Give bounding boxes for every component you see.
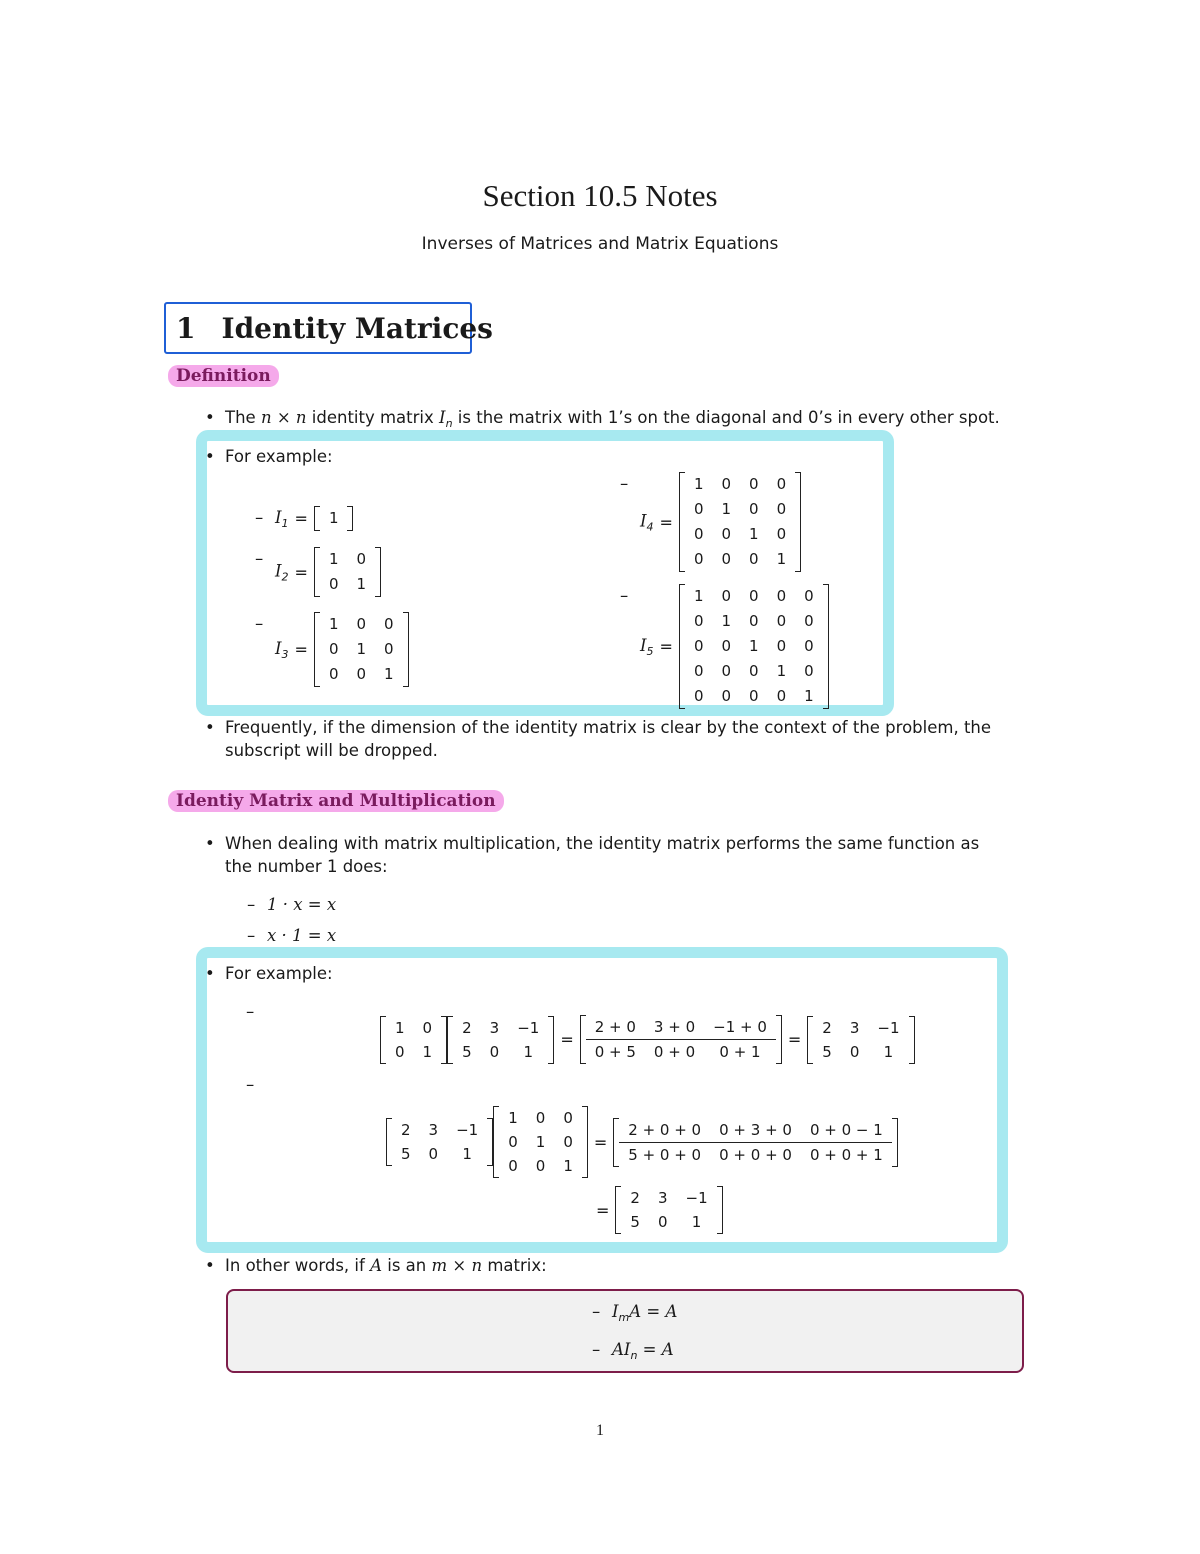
section-number: 1 — [176, 312, 196, 345]
matrix-cell: 0 — [749, 587, 759, 605]
result-1: – $I_mA = A$ — [612, 1300, 677, 1329]
multiplication-bullet: • When dealing with matrix multiplication, the identity matrix performs the same function as the number 1 does: — [225, 832, 1025, 878]
matrix-cell: 0 + 0 + 1 — [809, 1145, 883, 1164]
matrix-cell: 0 — [508, 1133, 518, 1151]
matrix-cell: 0 — [721, 662, 732, 680]
matrix-cell: 1 — [804, 687, 814, 705]
matrix-cell: 0 — [776, 475, 787, 493]
matrix-cell: 1 — [883, 1042, 894, 1061]
matrix-i1 — [314, 506, 354, 531]
matrix-i5 — [679, 584, 829, 709]
matrix-cell: 5 — [630, 1213, 640, 1231]
matrix-cell: 0 — [776, 687, 787, 705]
matrix-cell: 0 — [804, 587, 814, 605]
matrix-cell: 3 — [428, 1121, 439, 1139]
matrix-cell: 0 + 0 — [653, 1043, 696, 1061]
matrix-cell: 1 — [721, 500, 732, 518]
matrix-cell: 0 — [749, 662, 759, 680]
matrix-i3 — [314, 612, 409, 687]
matrix-cell: 1 — [328, 509, 339, 527]
matrix-cell: 0 — [693, 500, 704, 518]
matrix-cell: 0 — [804, 662, 814, 680]
matrix-cell: 0 — [776, 612, 787, 630]
matrix-cell: 0 — [563, 1109, 573, 1127]
matrix-cell: 1 — [508, 1109, 518, 1127]
matrix-cell: 0 — [749, 500, 759, 518]
matrix-e2-a — [386, 1118, 493, 1166]
section-heading — [176, 312, 493, 345]
matrix-cell: 0 — [749, 550, 759, 568]
matrix-cell: 0 — [693, 637, 704, 655]
matrix-cell: 0 — [693, 662, 704, 680]
matrix-cell: 0 — [356, 665, 367, 683]
product-example-2: 2 3 −1 5 0 1 1 0 0 0 1 0 0 0 1 = 2 + 0 + 0 0 + 3 + 0 0 + 0 − 1 5 + 0 + 0 0 + 0 + 0 0 + 0 + 1 — [386, 1106, 898, 1178]
matrix-cell: 1 — [328, 550, 339, 568]
matrix-cell: 1 — [721, 612, 732, 630]
matrix-cell: 1 — [563, 1157, 573, 1175]
identity-example-2: – $I_2$ = 1 0 0 1 — [275, 547, 381, 597]
matrix-cell: 1 — [422, 1042, 433, 1061]
identity-example-4: – $I_4$ = 1 0 0 0 0 1 0 0 0 0 1 0 0 0 0 1 — [640, 472, 801, 572]
matrix-cell: 1 — [462, 1145, 472, 1163]
matrix-cell: 0 — [804, 612, 814, 630]
matrix-cell: −1 — [685, 1189, 708, 1207]
matrix-cell: 0 — [749, 612, 759, 630]
matrix-cell: 1 — [328, 615, 339, 633]
matrix-cell: 0 + 3 + 0 — [710, 1118, 801, 1143]
rule-1: – 1 · x = x — [267, 893, 336, 916]
matrix-cell: 0 — [356, 550, 367, 568]
matrix-cell: 0 — [849, 1042, 860, 1061]
multiplication-heading: Identiy Matrix and Multiplication — [168, 791, 504, 811]
matrix-cell: 2 — [462, 1018, 472, 1037]
matrix-cell: 0 — [721, 587, 732, 605]
matrix-cell: 0 — [721, 687, 732, 705]
matrix-cell: 0 — [693, 550, 704, 568]
matrix-cell: 2 + 0 — [586, 1015, 645, 1040]
matrix-cell: 5 — [822, 1042, 832, 1061]
matrix-cell: 2 — [822, 1018, 832, 1037]
matrix-cell: 2 + 0 + 0 — [619, 1118, 710, 1143]
other-words-bullet: • In other words, if A is an m × n matrix: — [225, 1254, 547, 1277]
matrix-cell: 1 — [523, 1042, 534, 1061]
matrix-cell: 2 — [630, 1189, 640, 1207]
matrix-cell: 5 + 0 + 0 — [628, 1145, 702, 1164]
matrix-e2-sum — [613, 1118, 898, 1167]
matrix-cell: 0 — [422, 1018, 433, 1037]
matrix-cell: 2 — [401, 1121, 411, 1139]
matrix-cell: 1 — [535, 1133, 546, 1151]
matrix-e1-identity — [380, 1016, 447, 1064]
matrix-cell: 5 — [401, 1145, 411, 1163]
example-bullet-2: • For example: — [225, 962, 333, 985]
matrix-cell: 1 — [776, 550, 787, 568]
matrix-cell: 0 — [804, 637, 814, 655]
matrix-cell: 0 — [749, 475, 759, 493]
matrix-cell: 0 — [721, 637, 732, 655]
matrix-cell: 1 — [776, 662, 787, 680]
identity-example-1: – $I_1$ = 1 — [275, 506, 353, 535]
matrix-cell: 0 — [535, 1157, 546, 1175]
identity-example-3: – $I_3$ = 1 0 0 0 1 0 0 0 1 — [275, 612, 409, 687]
matrix-cell: 0 — [508, 1157, 518, 1175]
matrix-cell: 0 — [489, 1042, 500, 1061]
matrix-cell: −1 — [877, 1018, 900, 1037]
page-subtitle: Inverses of Matrices and Matrix Equations — [421, 234, 779, 254]
matrix-cell: 0 — [384, 640, 394, 658]
matrix-cell: 1 — [356, 575, 367, 593]
matrix-cell: 5 — [462, 1042, 472, 1061]
matrix-cell: 0 — [693, 525, 704, 543]
matrix-cell: 0 — [721, 525, 732, 543]
matrix-cell: 1 — [749, 525, 759, 543]
matrix-e1-b — [447, 1016, 554, 1064]
matrix-cell: 1 — [693, 475, 704, 493]
matrix-e2-identity — [493, 1106, 588, 1178]
matrix-cell: 0 — [721, 550, 732, 568]
matrix-cell: 0 — [693, 612, 704, 630]
matrix-cell: 0 + 1 — [719, 1043, 761, 1061]
matrix-e1-result — [807, 1016, 914, 1064]
matrix-cell: 0 — [776, 525, 787, 543]
matrix-cell: 0 — [657, 1213, 668, 1231]
rule-2: – x · 1 = x — [267, 924, 336, 947]
section-title: Identity Matrices — [221, 312, 493, 345]
matrix-cell: 0 — [535, 1109, 546, 1127]
matrix-cell: 1 — [693, 587, 704, 605]
matrix-cell: 0 — [776, 500, 787, 518]
matrix-cell: 0 — [384, 615, 394, 633]
matrix-e2-result — [615, 1186, 722, 1234]
matrix-cell: 1 — [749, 637, 759, 655]
result-2: – $AI_n = A$ — [612, 1338, 674, 1367]
product-example-1: 1 0 0 1 2 3 −1 5 0 1 = 2 + 0 3 + 0 −1 + 0 0 + 5 0 + 0 0 + 1 = 2 3 −1 5 0 1 — [380, 1015, 915, 1064]
matrix-i4 — [679, 472, 801, 572]
matrix-cell: 1 — [395, 1018, 405, 1037]
example-bullet: • For example: — [225, 445, 333, 468]
page-title: Section 10.5 Notes — [482, 178, 718, 213]
matrix-cell: 0 — [563, 1133, 573, 1151]
matrix-cell: 0 — [356, 615, 367, 633]
matrix-e1-sum — [580, 1015, 782, 1064]
matrix-cell: 3 — [489, 1018, 500, 1037]
matrix-cell: 0 + 5 — [594, 1043, 636, 1061]
matrix-cell: 3 + 0 — [645, 1015, 704, 1040]
matrix-cell: 0 — [428, 1145, 439, 1163]
matrix-cell: 3 — [657, 1189, 668, 1207]
matrix-cell: 0 — [776, 587, 787, 605]
matrix-cell: 0 — [328, 640, 339, 658]
matrix-cell: −1 + 0 — [704, 1015, 776, 1040]
matrix-cell: 0 + 0 − 1 — [801, 1118, 892, 1143]
matrix-cell: 1 — [691, 1213, 702, 1231]
page-number: 1 — [596, 1422, 604, 1439]
matrix-cell: 1 — [384, 665, 394, 683]
matrix-i2 — [314, 547, 381, 597]
matrix-cell: 1 — [356, 640, 367, 658]
matrix-cell: 3 — [849, 1018, 860, 1037]
matrix-cell: 0 — [693, 687, 704, 705]
matrix-cell: −1 — [456, 1121, 479, 1139]
matrix-cell: 0 — [328, 575, 339, 593]
matrix-cell: 0 — [721, 475, 732, 493]
product-example-2-result: = 2 3 −1 5 0 1 — [590, 1186, 723, 1234]
frequently-bullet: • Frequently, if the dimension of the identity matrix is clear by the context of the problem, the subscript will be dropped. — [225, 716, 1025, 762]
matrix-cell: 0 — [749, 687, 759, 705]
matrix-cell: 0 — [328, 665, 339, 683]
matrix-cell: 0 + 0 + 0 — [719, 1145, 792, 1164]
matrix-cell: −1 — [517, 1018, 540, 1037]
matrix-cell: 0 — [776, 637, 787, 655]
definition-heading: Definition — [168, 366, 279, 386]
matrix-cell: 0 — [395, 1042, 405, 1061]
identity-example-5: – $I_5$ = 1 0 0 0 0 0 1 0 0 0 0 0 1 0 0 0 0 0 1 0 0 0 0 0 1 — [640, 584, 829, 709]
definition-bullet: • The n × n identity matrix $I_n$ is the matrix with 1’s on the diagonal and 0’s in every other spot. — [225, 406, 1000, 435]
